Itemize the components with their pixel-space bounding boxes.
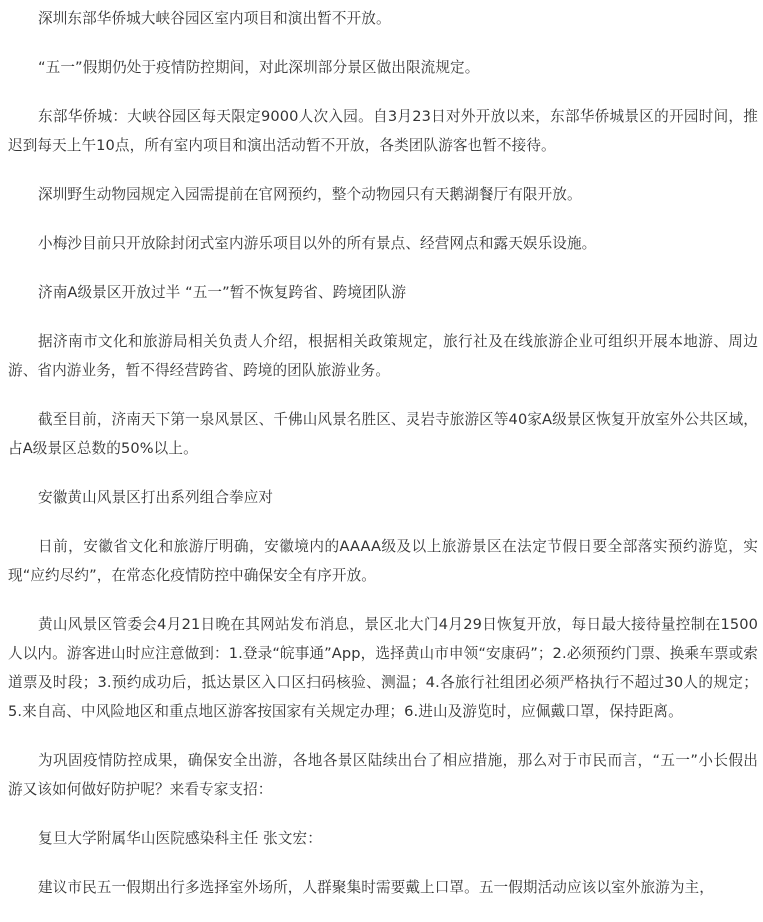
paragraph-jinan-policy: 据济南市文化和旅游局相关负责人介绍，根据相关政策规定，旅行社及在线旅游企业可组织开展本地游、周边游、省内游业务，暂不得经营跨省、跨境的团队旅游业务。 [8, 333, 758, 379]
section-heading-jinan: 济南A级景区开放过半 “五一”暂不恢复跨省、跨境团队游 [38, 284, 407, 301]
article-body [8, 4, 758, 922]
paragraph-expert-advice: 建议市民五一假期出行多选择室外场所，人群聚集时需要戴上口罩。五一假期活动应该以室外旅游为主， [38, 879, 714, 896]
paragraph-huangshan-rules: 黄山风景区管委会4月21日晚在其网站发布消息，景区北大门4月29日恢复开放，每日最大接待量控制在1500人以内。游客进山时应注意做到：1.登录“皖事通”App，选择黄山市申领“安康码”；2.必须预约门票、换乘车票或索道票及时段；3.预约成功后，抵达景区入口区扫码核验、测温；4.各旅行社组团必须严格执行不超过30人的规定；5.来自高、中风险地区和重点地区游客按国家有关规定办理；6.进山及游览时，应佩戴口罩，保持距离。 [8, 616, 758, 720]
expert-name-line: 复旦大学附属华山医院感染科主任 张文宏： [38, 830, 322, 847]
paragraph-shenzhen-intro: 深圳东部华侨城大峡谷园区室内项目和演出暂不开放。 [38, 10, 391, 27]
paragraph-expert-intro: 为巩固疫情防控成果，确保安全出游，各地各景区陆续出台了相应措施，那么对于市民而言，“五一”小长假出游又该如何做好防护呢？来看专家支招： [8, 752, 758, 798]
paragraph-may-day-limits: “五一”假期仍处于疫情防控期间，对此深圳部分景区做出限流规定。 [38, 59, 480, 76]
paragraph-jinan-scenic: 截至目前，济南天下第一泉风景区、千佛山风景名胜区、灵岩寺旅游区等40家A级景区恢复开放室外公共区域，占A级景区总数的50%以上。 [8, 411, 758, 457]
paragraph-wildlife-zoo: 深圳野生动物园规定入园需提前在官网预约，整个动物园只有天鹅湖餐厅有限开放。 [38, 186, 582, 203]
paragraph-anhui-booking: 日前，安徽省文化和旅游厅明确，安徽境内的AAAA级及以上旅游景区在法定节假日要全部落实预约游览，实现“应约尽约”，在常态化疫情防控中确保安全有序开放。 [8, 538, 758, 584]
paragraph-xiaomeisha: 小梅沙目前只开放除封闭式室内游乐项目以外的所有景点、经营网点和露天娱乐设施。 [38, 235, 597, 252]
paragraph-octl: 东部华侨城：大峡谷园区每天限定9000人次入园。自3月23日对外开放以来，东部华侨城景区的开园时间，推迟到每天上午10点，所有室内项目和演出活动暂不开放，各类团队游客也暂不接待。 [8, 108, 758, 154]
section-heading-huangshan: 安徽黄山风景区打出系列组合拳应对 [38, 489, 274, 506]
